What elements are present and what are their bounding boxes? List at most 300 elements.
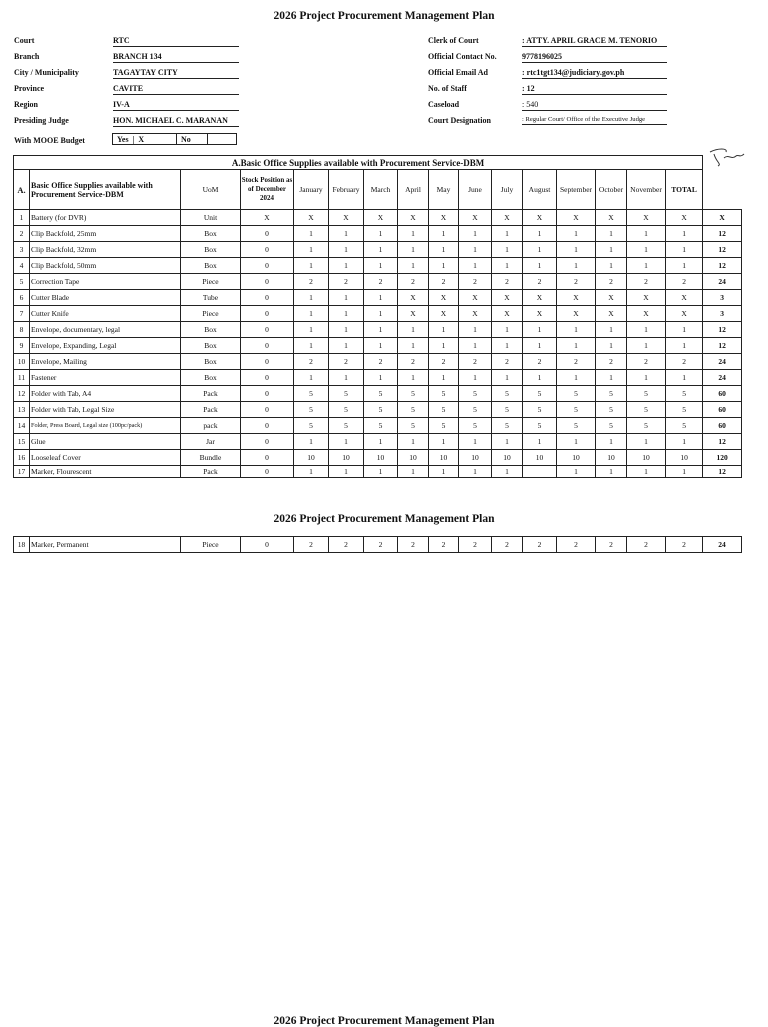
row-number: 5 (14, 274, 30, 290)
month-qty: 2 (364, 537, 398, 553)
month-qty: 1 (364, 226, 398, 242)
month-qty: 2 (329, 354, 364, 370)
month-qty: 1 (364, 466, 398, 478)
row-number: 17 (14, 466, 30, 478)
month-qty: 5 (596, 418, 627, 434)
month-qty: 1 (523, 434, 557, 450)
month-qty: 2 (294, 274, 329, 290)
info-label: Region (14, 100, 38, 109)
month-qty: 1 (329, 338, 364, 354)
month-qty: X (398, 290, 429, 306)
month-qty: 1 (666, 226, 703, 242)
month-qty: 5 (364, 402, 398, 418)
row-total: 12 (703, 226, 742, 242)
table-row (14, 210, 742, 226)
info-label: City / Municipality (14, 68, 79, 77)
month-qty: 5 (557, 402, 596, 418)
month-qty: 5 (492, 402, 523, 418)
row-number: 2 (14, 226, 30, 242)
month-qty: 2 (398, 354, 429, 370)
item-description: Cutter Blade (30, 290, 181, 306)
month-qty: X (492, 210, 523, 226)
row-number: 12 (14, 386, 30, 402)
month-qty: 5 (459, 402, 492, 418)
month-qty: 1 (666, 242, 703, 258)
month-qty: 5 (429, 418, 459, 434)
row-total: 24 (703, 354, 742, 370)
month-qty: 1 (294, 338, 329, 354)
month-qty: X (429, 306, 459, 322)
month-qty: 2 (523, 354, 557, 370)
month-qty: 5 (596, 386, 627, 402)
page2-title: 2026 Project Procurement Management Plan (273, 513, 495, 525)
item-stock: 0 (241, 338, 294, 354)
mooe-yes-label: Yes (117, 134, 129, 144)
item-description: Envelope, Expanding, Legal (30, 338, 181, 354)
month-qty: 1 (429, 370, 459, 386)
table-row (14, 402, 742, 418)
month-qty: 5 (294, 402, 329, 418)
table-row (14, 386, 742, 402)
item-stock: 0 (241, 258, 294, 274)
month-qty: X (557, 306, 596, 322)
info-label: Official Email Ad (428, 68, 488, 77)
month-qty: 5 (523, 402, 557, 418)
table-body-continued (14, 537, 742, 553)
item-description: Glue (30, 434, 181, 450)
month-qty: 1 (523, 258, 557, 274)
row-number: 10 (14, 354, 30, 370)
row-total: 12 (703, 322, 742, 338)
month-qty: 1 (492, 242, 523, 258)
month-qty: 1 (364, 370, 398, 386)
item-description: Envelope, documentary, legal (30, 322, 181, 338)
month-qty: X (398, 306, 429, 322)
month-qty: 1 (557, 258, 596, 274)
month-qty: 1 (429, 322, 459, 338)
month-qty: 2 (459, 274, 492, 290)
item-description: Cutter Knife (30, 306, 181, 322)
month-qty: 1 (557, 370, 596, 386)
month-qty: X (429, 290, 459, 306)
month-qty: 5 (364, 386, 398, 402)
month-qty: 1 (492, 258, 523, 274)
month-qty: X (666, 306, 703, 322)
month-qty: 1 (666, 434, 703, 450)
month-qty: 2 (666, 274, 703, 290)
month-qty: 1 (294, 434, 329, 450)
month-qty: 2 (429, 354, 459, 370)
procurement-table-continued (13, 536, 742, 553)
month-qty: 1 (596, 434, 627, 450)
month-qty: 1 (557, 338, 596, 354)
item-stock: 0 (241, 418, 294, 434)
month-qty: 1 (627, 226, 666, 242)
month-qty: 2 (666, 537, 703, 553)
row-total: 24 (703, 370, 742, 386)
month-qty: 10 (523, 450, 557, 466)
month-qty: 1 (459, 242, 492, 258)
row-number: 13 (14, 402, 30, 418)
item-description: Battery (for DVR) (30, 210, 181, 226)
month-qty: X (523, 210, 557, 226)
month-qty: X (398, 210, 429, 226)
info-value: 9778196025 (522, 52, 667, 63)
mooe-yes-mark: X (138, 134, 145, 144)
info-label: No. of Staff (428, 84, 467, 93)
month-qty: X (459, 306, 492, 322)
month-qty: 1 (627, 242, 666, 258)
month-qty: 2 (398, 274, 429, 290)
col-month: November (627, 170, 666, 210)
item-description: Folder with Tab, Legal Size (30, 402, 181, 418)
month-qty: X (294, 210, 329, 226)
info-label: Province (14, 84, 45, 93)
item-stock: 0 (241, 434, 294, 450)
month-qty: 1 (329, 306, 364, 322)
table-row (14, 338, 742, 354)
item-description: Marker, Flourescent (30, 466, 181, 478)
month-qty: X (523, 290, 557, 306)
month-qty: 1 (557, 242, 596, 258)
month-qty: 5 (666, 418, 703, 434)
month-qty: 1 (557, 322, 596, 338)
month-qty: X (596, 306, 627, 322)
item-stock: 0 (241, 354, 294, 370)
month-qty: X (492, 290, 523, 306)
row-total: 3 (703, 290, 742, 306)
month-qty: 1 (666, 370, 703, 386)
month-qty: X (523, 306, 557, 322)
month-qty: 2 (459, 354, 492, 370)
month-qty: 1 (596, 242, 627, 258)
row-total: 60 (703, 402, 742, 418)
month-qty: 1 (523, 226, 557, 242)
table-row (14, 450, 742, 466)
month-qty: 5 (666, 402, 703, 418)
item-uom: Box (181, 338, 241, 354)
month-qty: 1 (294, 290, 329, 306)
row-number: 4 (14, 258, 30, 274)
item-uom: Box (181, 226, 241, 242)
month-qty: 2 (523, 274, 557, 290)
row-total: 120 (703, 450, 742, 466)
col-month: March (364, 170, 398, 210)
month-qty: 2 (429, 537, 459, 553)
month-qty: 1 (294, 306, 329, 322)
item-stock: 0 (241, 537, 294, 553)
table-row (14, 434, 742, 450)
month-qty: X (666, 210, 703, 226)
month-qty: 1 (666, 338, 703, 354)
month-qty: 2 (492, 354, 523, 370)
month-qty: 1 (492, 322, 523, 338)
month-qty: 1 (398, 434, 429, 450)
col-month: August (523, 170, 557, 210)
row-number: 9 (14, 338, 30, 354)
item-description: Clip Backfold, 32mm (30, 242, 181, 258)
info-value: : 12 (522, 84, 667, 95)
month-qty: 1 (429, 466, 459, 478)
month-qty: 1 (294, 258, 329, 274)
item-uom: Box (181, 322, 241, 338)
mooe-no-mark (208, 134, 237, 145)
row-total: 12 (703, 466, 742, 478)
month-qty: 10 (429, 450, 459, 466)
info-label: Branch (14, 52, 40, 61)
month-qty: 1 (398, 226, 429, 242)
mooe-budget-box (112, 133, 237, 145)
item-stock: 0 (241, 466, 294, 478)
row-total: 12 (703, 242, 742, 258)
month-qty: 1 (459, 370, 492, 386)
month-qty: 10 (492, 450, 523, 466)
month-qty: 5 (492, 386, 523, 402)
item-stock: 0 (241, 386, 294, 402)
month-qty: 2 (666, 354, 703, 370)
month-qty: 5 (627, 386, 666, 402)
row-number: 3 (14, 242, 30, 258)
month-qty: 1 (329, 258, 364, 274)
month-qty: 1 (429, 226, 459, 242)
info-label: Official Contact No. (428, 52, 497, 61)
item-description: Marker, Permanent (30, 537, 181, 553)
row-total: 24 (703, 274, 742, 290)
info-label: Caseload (428, 100, 460, 109)
month-qty: 1 (627, 434, 666, 450)
month-qty: 1 (459, 226, 492, 242)
item-uom: Piece (181, 537, 241, 553)
page-title: 2026 Project Procurement Management Plan (273, 10, 495, 22)
info-value: HON. MICHAEL C. MARANAN (113, 116, 239, 127)
month-qty: 10 (329, 450, 364, 466)
month-qty: 1 (294, 370, 329, 386)
month-qty: 2 (492, 274, 523, 290)
month-qty: X (459, 290, 492, 306)
month-qty: 2 (459, 537, 492, 553)
month-qty: 1 (627, 370, 666, 386)
row-total: X (703, 210, 742, 226)
month-qty: 5 (492, 418, 523, 434)
month-qty: 1 (596, 322, 627, 338)
item-uom: Box (181, 242, 241, 258)
month-qty: 2 (364, 274, 398, 290)
month-qty: 1 (294, 466, 329, 478)
item-uom: Piece (181, 306, 241, 322)
month-qty: 5 (523, 418, 557, 434)
info-value: : 540 (522, 100, 667, 111)
month-qty: 1 (523, 322, 557, 338)
month-qty: 5 (627, 418, 666, 434)
col-month: June (459, 170, 492, 210)
month-qty: 1 (459, 338, 492, 354)
item-stock: 0 (241, 306, 294, 322)
row-total: 12 (703, 338, 742, 354)
month-qty: 5 (429, 386, 459, 402)
mooe-yes: Yes | X (113, 134, 177, 145)
month-qty: 2 (596, 274, 627, 290)
col-month: May (429, 170, 459, 210)
row-total: 3 (703, 306, 742, 322)
row-total: 60 (703, 418, 742, 434)
item-uom: pack (181, 418, 241, 434)
item-uom: Piece (181, 274, 241, 290)
month-qty: 2 (398, 537, 429, 553)
month-qty: 1 (294, 226, 329, 242)
month-qty: 1 (429, 338, 459, 354)
month-qty: 1 (523, 370, 557, 386)
table-row (14, 537, 742, 553)
month-qty: 1 (627, 466, 666, 478)
item-description: Clip Backfold, 50mm (30, 258, 181, 274)
month-qty: 10 (459, 450, 492, 466)
table-header-row (14, 170, 742, 210)
month-qty: 1 (329, 322, 364, 338)
month-qty: 1 (398, 466, 429, 478)
month-qty: 2 (627, 274, 666, 290)
table-row (14, 306, 742, 322)
month-qty: 1 (329, 434, 364, 450)
table-row (14, 258, 742, 274)
info-value: RTC (113, 36, 239, 47)
month-qty: 1 (329, 242, 364, 258)
month-qty: 1 (329, 226, 364, 242)
info-value: TAGAYTAY CITY (113, 68, 239, 79)
month-qty: 10 (294, 450, 329, 466)
info-label: Court (14, 36, 35, 45)
mooe-no: No (177, 134, 208, 145)
month-qty: 5 (557, 386, 596, 402)
month-qty: 1 (459, 322, 492, 338)
item-uom: Box (181, 354, 241, 370)
table-row (14, 354, 742, 370)
table-row (14, 370, 742, 386)
month-qty: 1 (398, 242, 429, 258)
month-qty: 1 (398, 322, 429, 338)
month-qty: 5 (523, 386, 557, 402)
item-description: Envelope, Mailing (30, 354, 181, 370)
item-uom: Box (181, 370, 241, 386)
month-qty: 1 (429, 242, 459, 258)
month-qty: 1 (627, 322, 666, 338)
month-qty: 5 (666, 386, 703, 402)
month-qty: 1 (329, 290, 364, 306)
month-qty: 5 (627, 402, 666, 418)
month-qty: 1 (557, 466, 596, 478)
month-qty: 10 (398, 450, 429, 466)
month-qty: 2 (329, 537, 364, 553)
row-total: 12 (703, 434, 742, 450)
month-qty: X (557, 210, 596, 226)
month-qty: 5 (398, 402, 429, 418)
procurement-table (13, 155, 742, 478)
row-number: 18 (14, 537, 30, 553)
item-description: Clip Backfold, 25mm (30, 226, 181, 242)
month-qty: 1 (329, 466, 364, 478)
row-total: 12 (703, 258, 742, 274)
item-stock: 0 (241, 242, 294, 258)
month-qty: 10 (557, 450, 596, 466)
col-month: July (492, 170, 523, 210)
month-qty: X (596, 210, 627, 226)
col-month: April (398, 170, 429, 210)
month-qty: 1 (364, 242, 398, 258)
month-qty: X (329, 210, 364, 226)
month-qty: X (627, 306, 666, 322)
month-qty: 2 (294, 537, 329, 553)
item-description: Looseleaf Cover (30, 450, 181, 466)
month-qty: 1 (666, 258, 703, 274)
month-qty: 1 (294, 322, 329, 338)
month-qty: 5 (429, 402, 459, 418)
info-label: Clerk of Court (428, 36, 479, 45)
month-qty: 2 (596, 537, 627, 553)
month-qty: X (627, 210, 666, 226)
row-total: 60 (703, 386, 742, 402)
item-description: Correction Tape (30, 274, 181, 290)
month-qty: 2 (596, 354, 627, 370)
item-stock: 0 (241, 450, 294, 466)
row-number: 8 (14, 322, 30, 338)
month-qty: 5 (294, 418, 329, 434)
col-uom: UoM (181, 170, 241, 210)
table-row (14, 290, 742, 306)
month-qty: 1 (459, 434, 492, 450)
item-stock: 0 (241, 274, 294, 290)
month-qty: 1 (666, 466, 703, 478)
item-stock: 0 (241, 290, 294, 306)
court-info-right (428, 36, 678, 136)
item-stock: 0 (241, 402, 294, 418)
month-qty: 1 (627, 338, 666, 354)
item-stock: 0 (241, 322, 294, 338)
info-value: CAVITE (113, 84, 239, 95)
month-qty: X (596, 290, 627, 306)
month-qty: 1 (398, 370, 429, 386)
month-qty: 1 (459, 258, 492, 274)
info-label: Presiding Judge (14, 116, 69, 125)
item-stock: X (241, 210, 294, 226)
page3-title: 2026 Project Procurement Management Plan (273, 1015, 495, 1027)
col-total: TOTAL (666, 170, 703, 210)
item-description: Fastener (30, 370, 181, 386)
item-uom: Unit (181, 210, 241, 226)
table-row (14, 322, 742, 338)
month-qty: 5 (364, 418, 398, 434)
month-qty: 1 (596, 466, 627, 478)
month-qty: X (492, 306, 523, 322)
row-number: 16 (14, 450, 30, 466)
month-qty: 2 (557, 274, 596, 290)
month-qty: 10 (364, 450, 398, 466)
month-qty: 1 (429, 434, 459, 450)
table-row (14, 226, 742, 242)
month-qty: 2 (523, 537, 557, 553)
col-letter: A. (14, 170, 30, 210)
col-description: Basic Office Supplies available with Procurement Service-DBM (30, 170, 181, 210)
month-qty: 1 (398, 338, 429, 354)
month-qty: 1 (329, 370, 364, 386)
table-row (14, 274, 742, 290)
month-qty: 1 (459, 466, 492, 478)
month-qty: 1 (364, 258, 398, 274)
month-qty (523, 466, 557, 478)
month-qty: X (627, 290, 666, 306)
month-qty: 1 (557, 434, 596, 450)
month-qty: 2 (429, 274, 459, 290)
item-uom: Pack (181, 466, 241, 478)
item-uom: Tube (181, 290, 241, 306)
